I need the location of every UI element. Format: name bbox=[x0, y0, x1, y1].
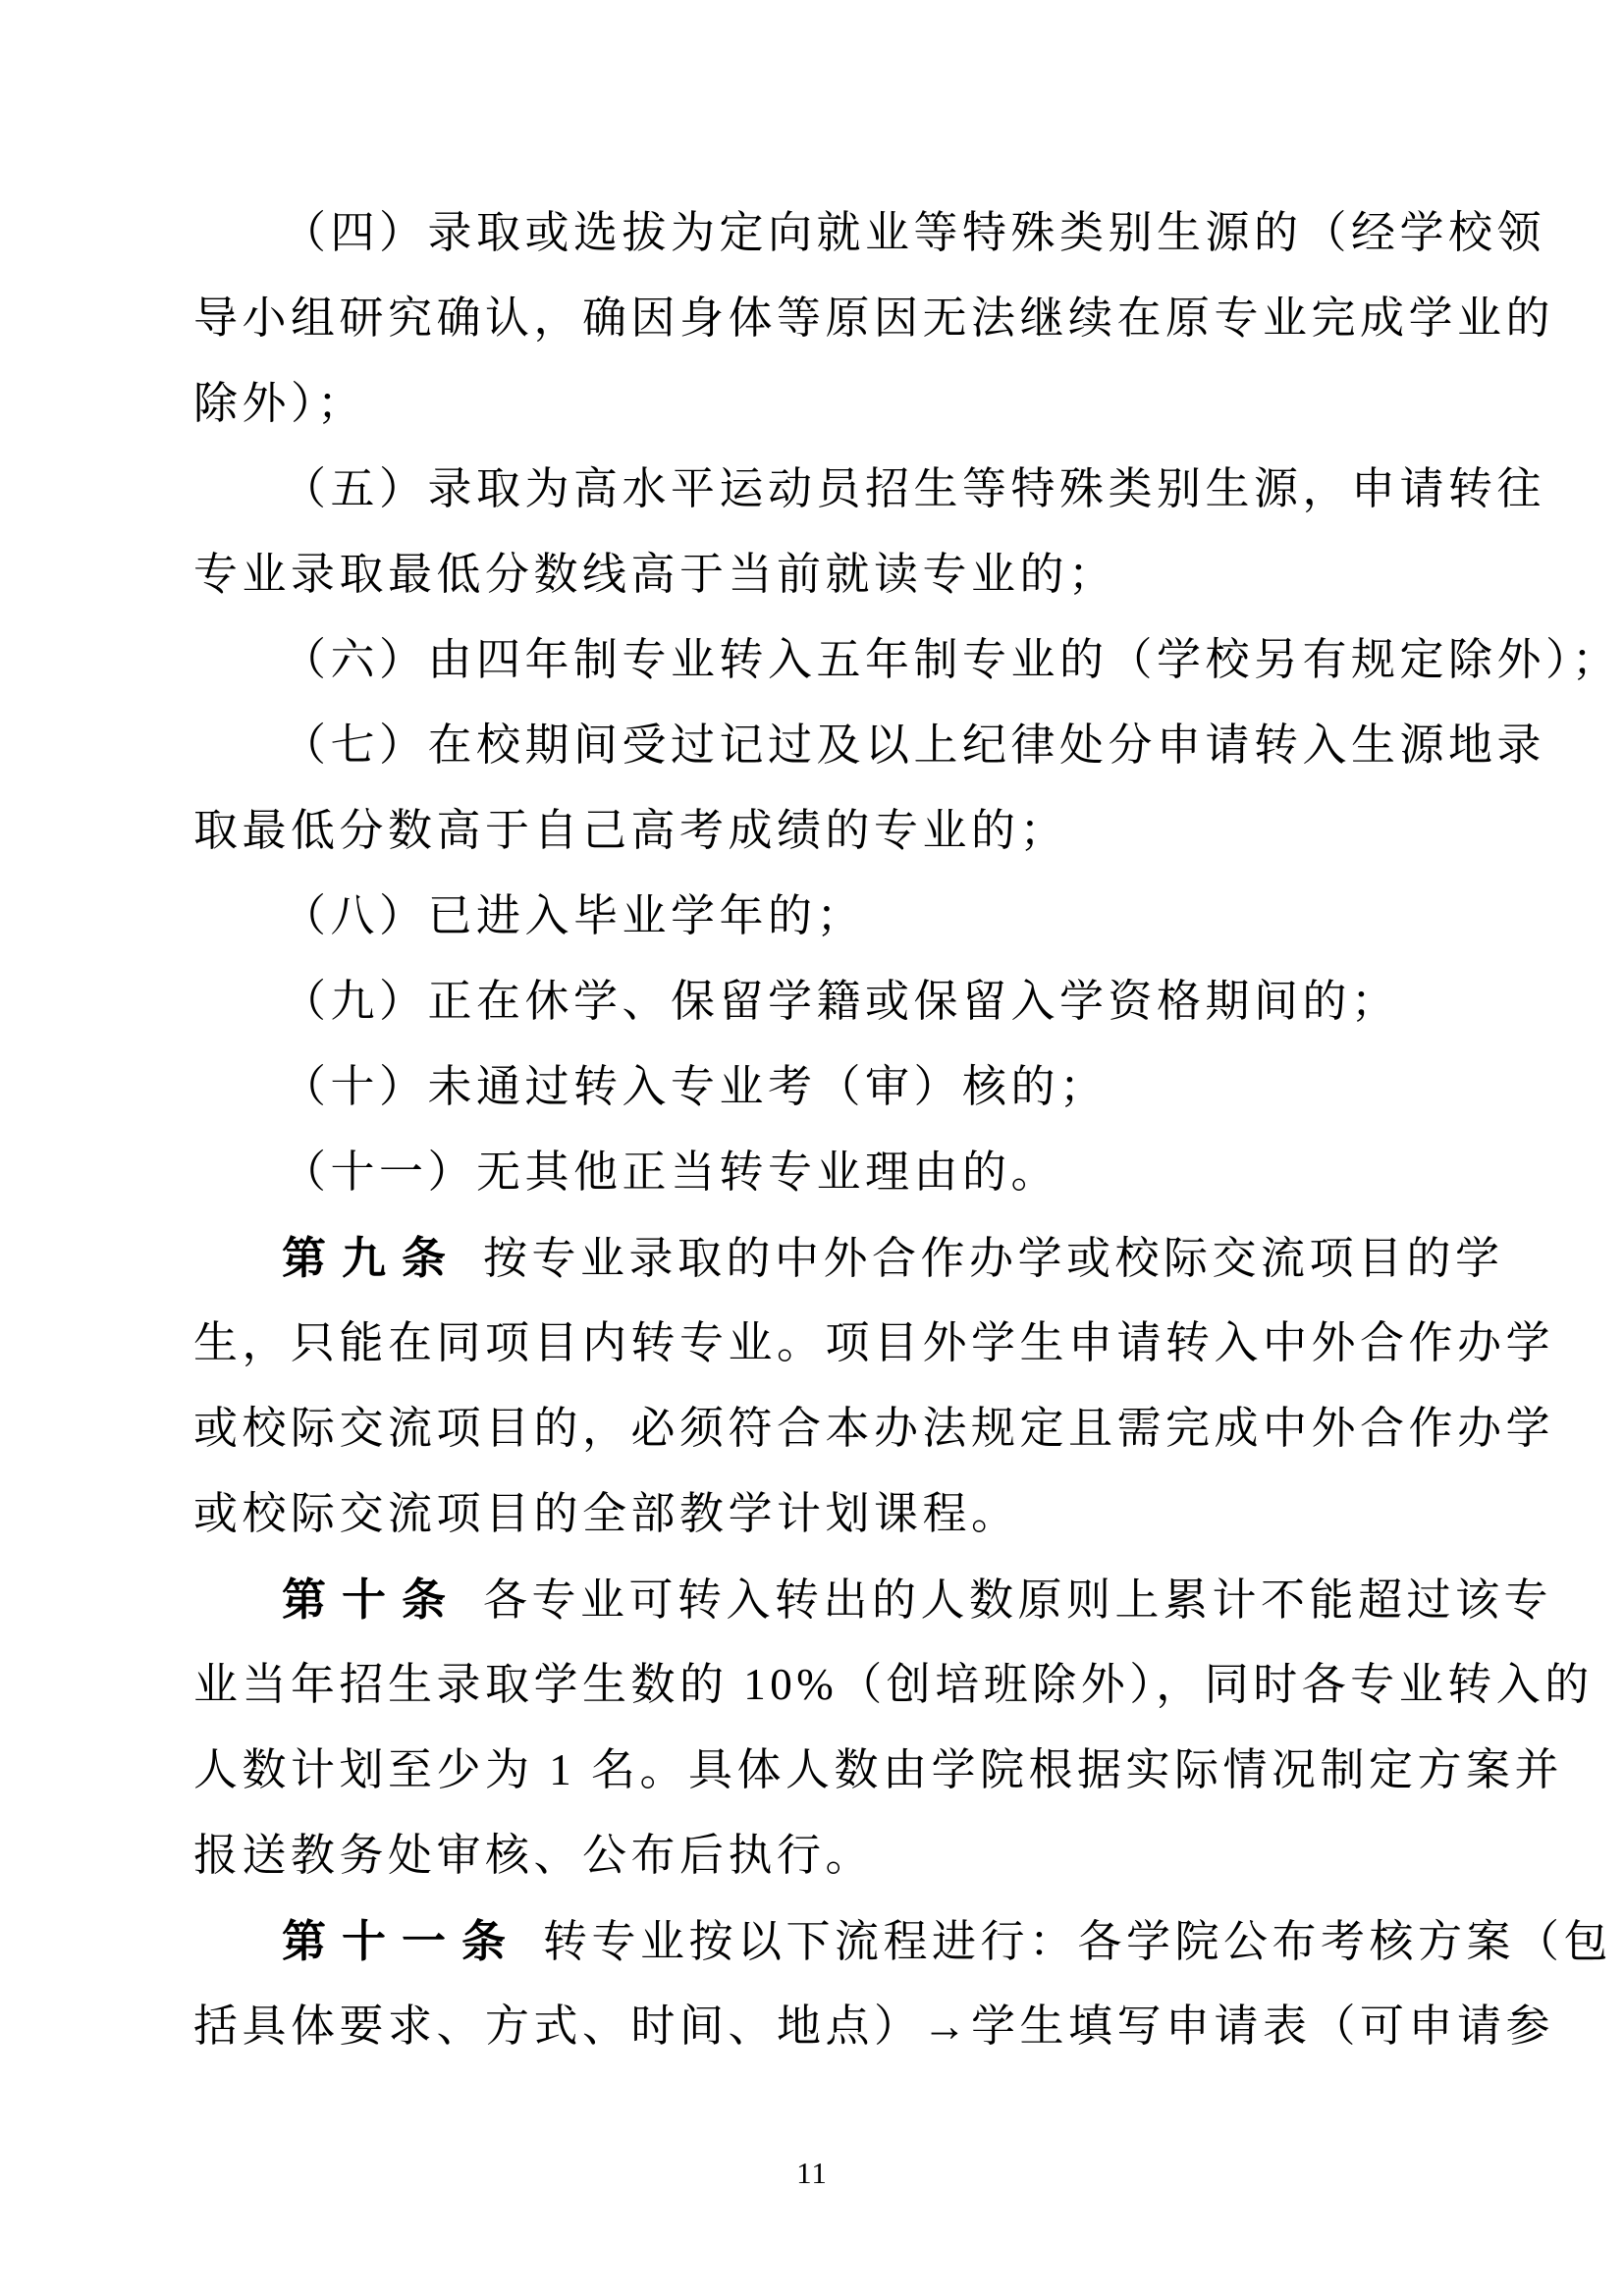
article-number: 第十条 bbox=[282, 1575, 462, 1625]
line-text: 人数计划至少为 1 名。具体人数由学院根据实际情况制定方案并 bbox=[193, 1745, 1564, 1794]
line-text: 括具体要求、方式、时间、地点）→学生填写申请表（可申请参 bbox=[193, 2002, 1555, 2051]
line-text: 业当年招生录取学生数的 10%（创培班除外），同时各专业转入的 bbox=[193, 1660, 1594, 1709]
text-line bbox=[193, 703, 1546, 788]
document-body bbox=[193, 190, 1621, 2069]
text-line bbox=[193, 874, 1509, 959]
line-text: （八）已进入毕业学年的； bbox=[282, 891, 866, 940]
article-number: 第十一条 bbox=[282, 1916, 522, 1966]
text-line bbox=[193, 1130, 1509, 1215]
text-line bbox=[193, 276, 1555, 361]
line-text: 按专业录取的中外合作办学或校际交流项目的学 bbox=[483, 1234, 1504, 1283]
text-line bbox=[193, 190, 1546, 276]
page-number: 11 bbox=[796, 2156, 828, 2190]
line-text: （十）未通过转入专业考（审）核的； bbox=[282, 1062, 1109, 1111]
line-text: 报送教务处审核、公布后执行。 bbox=[193, 1831, 875, 1880]
text-line bbox=[193, 1642, 1594, 1728]
line-text: 除外）； bbox=[193, 379, 366, 428]
line-text: （六）由四年制专业转入五年制专业的（学校另有规定除外）； bbox=[282, 635, 1621, 684]
text-line bbox=[193, 1386, 1555, 1471]
line-text: （十一）无其他正当转专业理由的。 bbox=[282, 1148, 1060, 1197]
line-text: 导小组研究确认，确因身体等原因无法继续在原专业完成学业的 bbox=[193, 294, 1555, 343]
line-text: 生，只能在同项目内转专业。项目外学生申请转入中外合作办学 bbox=[193, 1318, 1555, 1367]
line-text: 转专业按以下流程进行：各学院公布考核方案（包 bbox=[543, 1917, 1613, 1966]
text-line bbox=[193, 959, 1509, 1044]
text-line bbox=[193, 1557, 1553, 1642]
text-line bbox=[193, 1984, 1555, 2069]
line-text: 取最低分数高于自己高考成绩的专业的； bbox=[193, 806, 1069, 855]
text-line bbox=[193, 1044, 1509, 1130]
text-line bbox=[193, 1301, 1555, 1386]
text-line bbox=[193, 1728, 1564, 1813]
text-line bbox=[193, 447, 1546, 532]
line-text: 专业录取最低分数线高于当前就读专业的； bbox=[193, 550, 1117, 599]
line-text: （四）录取或选拔为定向就业等特殊类别生源的（经学校领 bbox=[282, 208, 1546, 257]
article-number: 第九条 bbox=[282, 1233, 462, 1283]
text-line bbox=[193, 1471, 1509, 1557]
line-text: （七）在校期间受过记过及以上纪律处分申请转入生源地录 bbox=[282, 721, 1546, 770]
line-text: （五）录取为高水平运动员招生等特殊类别生源，申请转往 bbox=[282, 464, 1546, 513]
text-line bbox=[193, 532, 1509, 617]
text-line bbox=[193, 1813, 1509, 1898]
text-line bbox=[193, 788, 1509, 874]
line-text: 或校际交流项目的，必须符合本办法规定且需完成中外合作办学 bbox=[193, 1404, 1555, 1453]
text-line bbox=[193, 1898, 1613, 1984]
line-text: （九）正在休学、保留学籍或保留入学资格期间的； bbox=[282, 977, 1400, 1026]
text-line bbox=[193, 617, 1621, 703]
line-text: 各专业可转入转出的人数原则上累计不能超过该专 bbox=[483, 1575, 1553, 1625]
text-line bbox=[193, 1215, 1509, 1301]
text-line bbox=[193, 361, 1509, 447]
line-text: 或校际交流项目的全部教学计划课程。 bbox=[193, 1489, 1020, 1538]
